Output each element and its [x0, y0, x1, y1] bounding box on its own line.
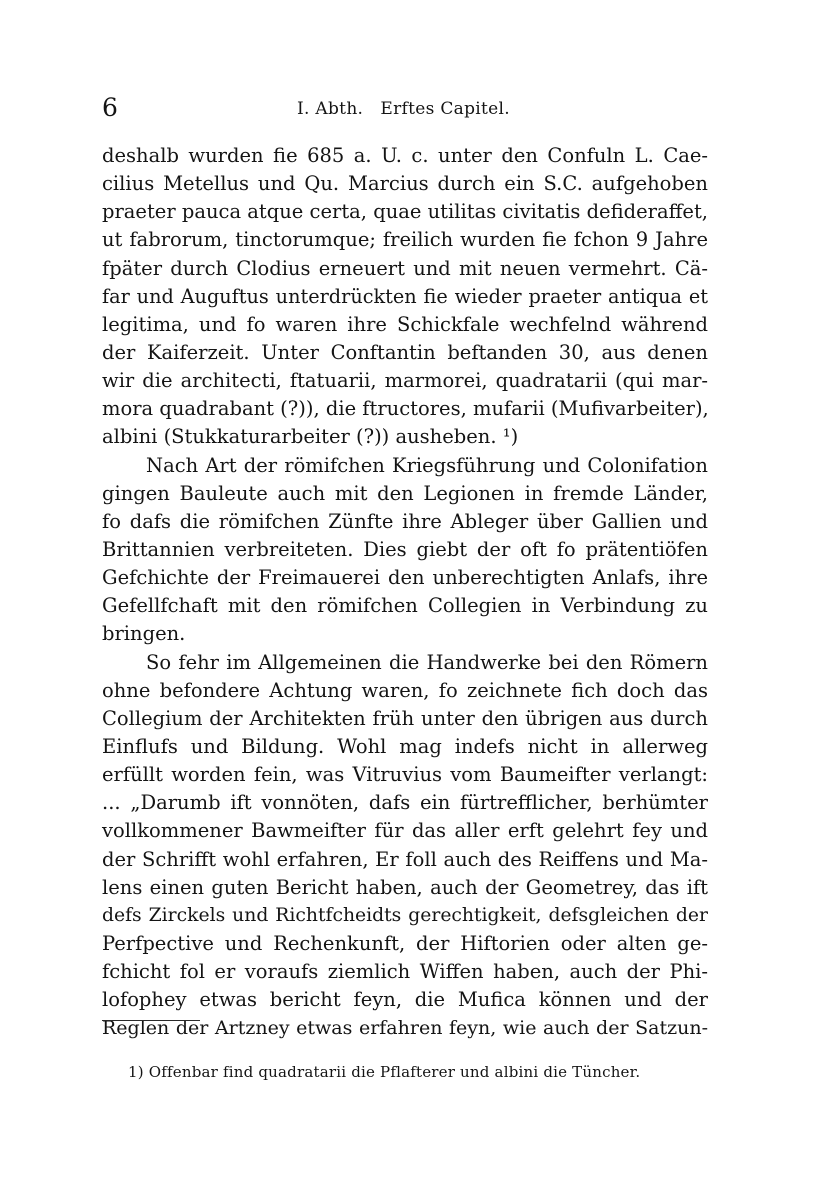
text-line: praeter pauca atque certa, quae utilitas civitatis defideraffet, [102, 200, 708, 224]
footnote: 1) Offenbar find quadratarii die Pflafterer und albini die Tüncher. [128, 1063, 641, 1081]
text-line: Perfpective und Rechenkunft, der Hiftorien oder alten ge- [102, 931, 708, 955]
text-line: mora quadrabant (?)), die ftructores, mufarii (Mufivarbeiter), [102, 397, 709, 421]
page-number: 6 [102, 93, 118, 122]
text-line: bringen. [102, 622, 186, 646]
text-line: Brittannien verbreiteten. Dies giebt der oft fo prätentiöfen [102, 537, 708, 561]
text-line: lens einen guten Bericht haben, auch der Geometrey, das ift [102, 875, 708, 899]
text-line: lofophey etwas bericht feyn, die Mufica können und der [102, 988, 708, 1012]
text-line: fpäter durch Clodius erneuert und mit neuen vermehrt. Cä- [102, 256, 708, 280]
text-line: wir die architecti, ftatuarii, marmorei, quadratarii (qui mar- [102, 369, 708, 393]
footnote-divider [102, 1020, 200, 1021]
text-line: albini (Stukkaturarbeiter (?)) ausheben. ¹) [102, 425, 519, 449]
text-line: erfüllt worden fein, was Vitruvius vom Baumeifter verlangt: [102, 763, 708, 787]
text-line: defs Zirckels und Richtfcheidts gerechtigkeit, defsgleichen der [102, 904, 708, 926]
text-line: Gefchichte der Freimauerei den unberechtigten Anlafs, ihre [102, 566, 708, 590]
paragraph-start-line: Nach Art der römifchen Kriegsführung und Colonifation [146, 453, 708, 477]
text-line: fchicht fol er voraufs ziemlich Wiffen haben, auch der Phi- [102, 960, 708, 984]
text-line: cilius Metellus und Qu. Marcius durch ein S.C. aufgehoben [102, 172, 708, 196]
text-line: ... „Darumb ift vonnöten, dafs ein fürtrefflicher, berhümter [102, 791, 708, 815]
paragraph-start-line: So fehr im Allgemeinen die Handwerke bei den Römern [146, 650, 708, 674]
text-line: vollkommener Bawmeifter für das aller erft gelehrt fey und [102, 819, 708, 843]
page-header [102, 92, 722, 124]
text-line: Collegium der Architekten früh unter den übrigen aus durch [102, 706, 708, 730]
text-line: far und Auguftus unterdrückten fie wieder praeter antiqua et [102, 284, 708, 308]
running-title: I. Abth. Erftes Capitel. [297, 99, 510, 119]
body-text [102, 142, 708, 1043]
text-line: der Kaiferzeit. Unter Conftantin beftanden 30, aus denen [102, 340, 708, 364]
text-line: ut fabrorum, tinctorumque; freilich wurden fie fchon 9 Jahre [102, 228, 708, 252]
text-line: Gefellfchaft mit den römifchen Collegien in Verbindung zu [102, 594, 708, 618]
text-line: deshalb wurden fie 685 a. U. c. unter den Confuln L. Cae- [102, 144, 708, 167]
text-line: der Schrifft wohl erfahren, Er foll auch des Reiffens und Ma- [102, 847, 708, 871]
text-line: legitima, und fo waren ihre Schickfale wechfelnd während [102, 312, 708, 336]
text-line: ohne befondere Achtung waren, fo zeichnete fich doch das [102, 678, 708, 702]
text-line: Einflufs und Bildung. Wohl mag indefs nicht in allerweg [102, 734, 708, 758]
text-line: Reglen der Artzney etwas erfahren feyn, wie auch der Satzun- [102, 1017, 708, 1040]
text-line: fo dafs die römifchen Zünfte ihre Ableger über Gallien und [102, 509, 708, 533]
text-line: gingen Bauleute auch mit den Legionen in fremde Länder, [102, 481, 708, 505]
